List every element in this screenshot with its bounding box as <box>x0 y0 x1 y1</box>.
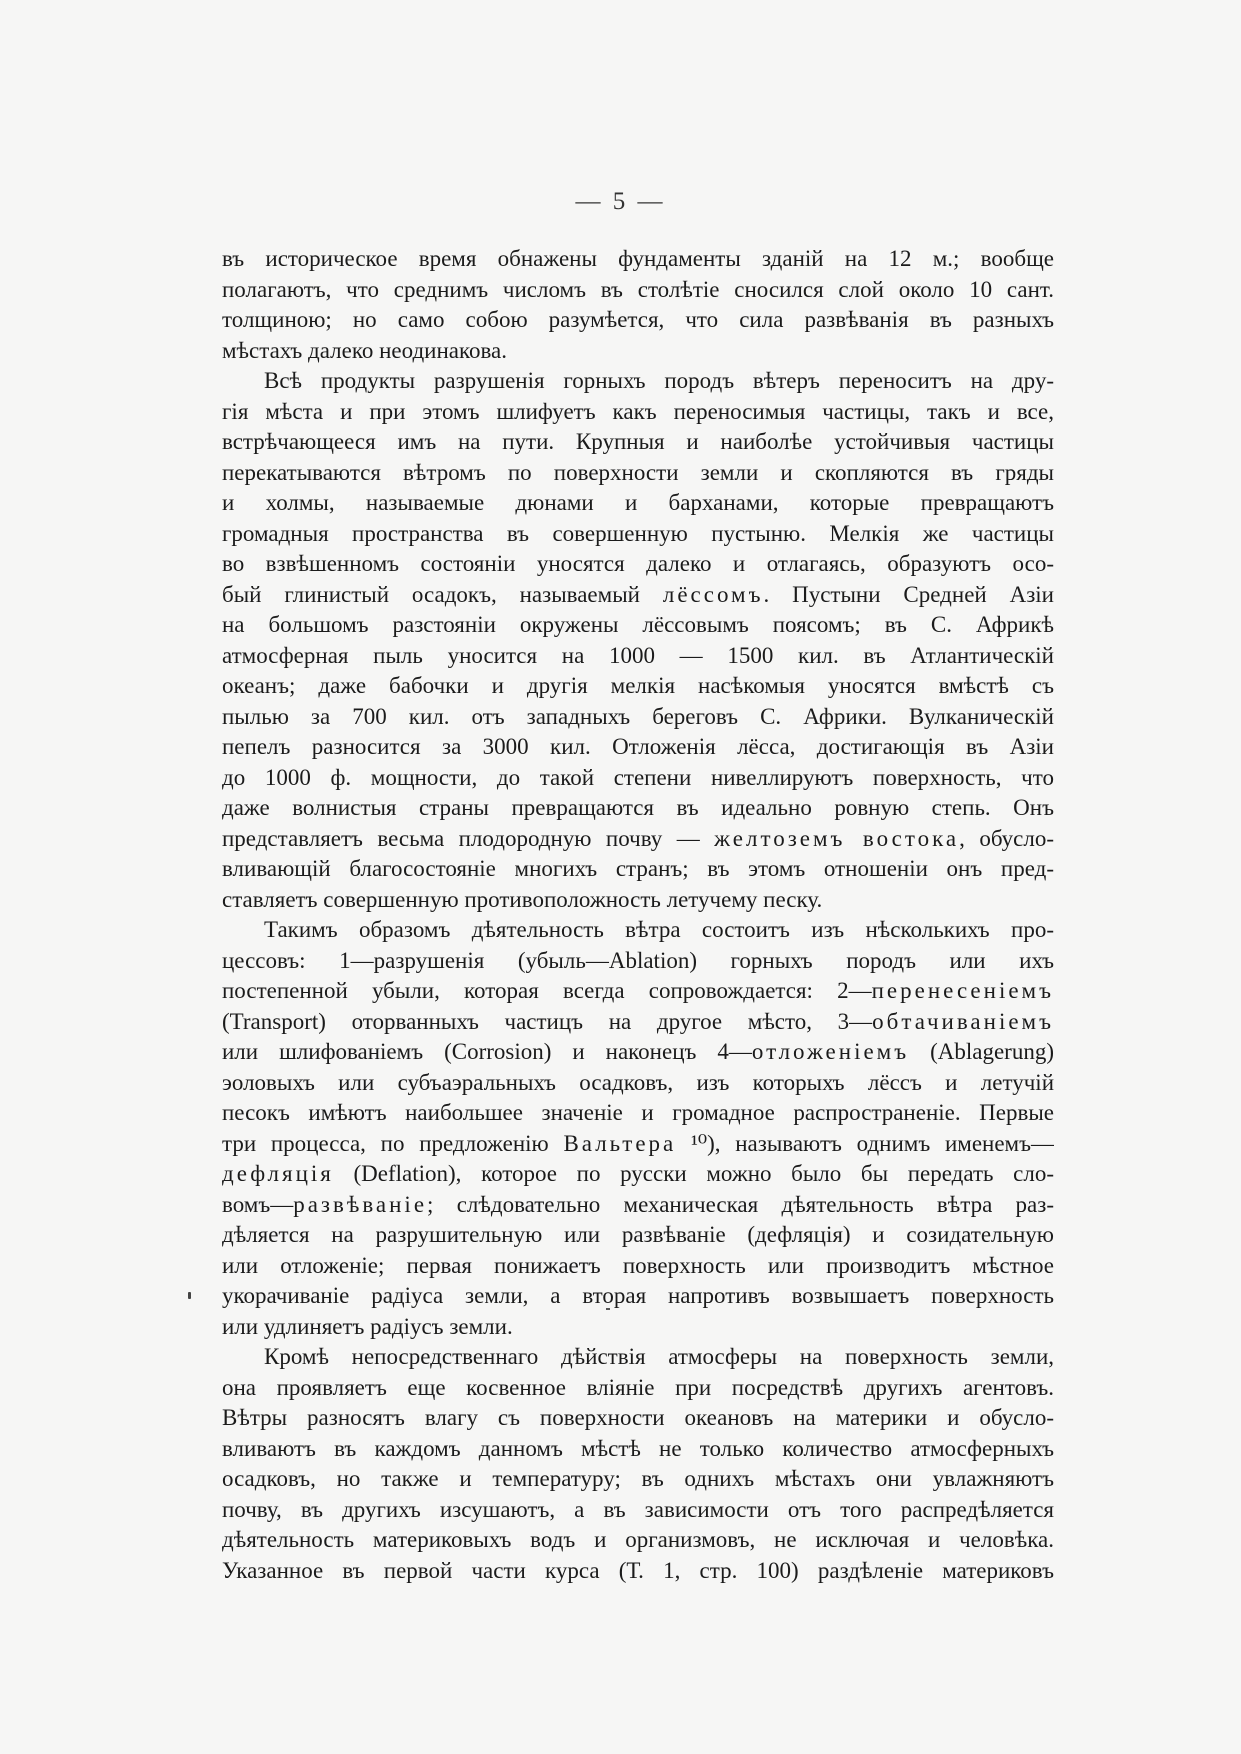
text-line: на большомъ разстояніи окружены лёссовымъ поясомъ; въ С. Африкѣ <box>222 612 1054 637</box>
text-line: и холмы, называемые дюнами и барханами, которые превращаютъ <box>222 490 1054 515</box>
text-line: Указанное въ первой части курса (Т. 1, стр. 100) раздѣленіе материковъ <box>222 1557 1054 1583</box>
text-line: въ историческое время обнажены фундаменты зданій на 12 м.; вообще <box>222 246 1054 271</box>
text-line: до 1000 ф. мощности, до такой степени нивеллируютъ поверхность, что <box>222 764 1054 790</box>
text-line: громадныя пространства въ совершенную пустыню. Мелкія же частицы <box>222 520 1054 546</box>
text-line: океанъ; даже бабочки и другія мелкія насѣкомыя уносятся вмѣстѣ съ <box>222 673 1054 698</box>
text-line: пепелъ разносится за 3000 кил. Отложенія лёсса, достигающія въ Азіи <box>222 734 1054 759</box>
text-line: гія мѣста и при этомъ шлифуетъ какъ переносимыя частицы, такъ и все, <box>222 398 1054 424</box>
text-line: ставляетъ совершенную противоположность летучему песку. <box>222 886 823 912</box>
text-line: цессовъ: 1—разрушенія (убыль—Ablation) горныхъ породъ или ихъ <box>222 947 1054 973</box>
text-line: укорачиваніе радіуса земли, а вторая напротивъ возвышаетъ поверхность <box>222 1283 1054 1308</box>
text-line: постепенной убыли, которая всегда сопровождается: 2—перенесеніемъ <box>222 978 1054 1003</box>
text-line: мѣстахъ далеко неодинакова. <box>222 337 508 363</box>
text-line: вливаютъ въ каждомъ данномъ мѣстѣ не только количество атмосферныхъ <box>222 1435 1054 1461</box>
text-line: или удлиняетъ радіусъ земли. <box>222 1313 513 1339</box>
text-line: встрѣчающееся имъ на пути. Крупныя и наиболѣе устойчивыя частицы <box>222 429 1054 454</box>
paragraph-start-line: Кромѣ непосредственнаго дѣйствія атмосферы на поверхность земли, <box>264 1344 1054 1369</box>
text-line: почву, въ другихъ изсушаютъ, а въ зависимости отъ того распредѣляется <box>222 1496 1054 1522</box>
text-line: пылью за 700 кил. отъ западныхъ береговъ С. Африки. Вулканическій <box>222 703 1054 729</box>
body-text <box>222 244 1054 1586</box>
text-line: атмосферная пыль уносится на 1000 — 1500 кил. въ Атлантическій <box>222 642 1054 668</box>
text-line: бый глинистый осадокъ, называемый лёссомъ. Пустыни Средней Азіи <box>222 581 1054 607</box>
text-line: вомъ—развѣваніе; слѣдовательно механическая дѣятельность вѣтра раз- <box>222 1191 1054 1217</box>
text-line: перекатываются вѣтромъ по поверхности земли и скопляются въ гряды <box>222 459 1054 485</box>
margin-speck <box>188 1292 191 1299</box>
text-line: полагаютъ, что среднимъ числомъ въ столѣтіе сносился слой около 10 сант. <box>222 276 1054 302</box>
text-line: Вѣтры разносятъ влагу съ поверхности океановъ на материки и обусло- <box>222 1405 1054 1430</box>
text-line: песокъ имѣютъ наибольшее значеніе и громадное распространеніе. Первые <box>222 1100 1054 1125</box>
paragraph-start-line: Всѣ продукты разрушенія горныхъ породъ вѣтеръ переноситъ на дру- <box>264 368 1054 393</box>
text-line: вливающій благосостояніе многихъ странъ; въ этомъ отношеніи онъ пред- <box>222 856 1054 881</box>
page-number: — 5 — <box>575 188 666 215</box>
text-line: или отложеніе; первая понижаетъ поверхность или производитъ мѣстное <box>222 1252 1054 1278</box>
text-line: (Transport) оторванныхъ частицъ на другое мѣсто, 3—обтачиваніемъ <box>222 1008 1054 1034</box>
text-line: эоловыхъ или субъаэральныхъ осадковъ, изъ которыхъ лёссъ и летучій <box>222 1069 1054 1095</box>
paragraph-start-line: Такимъ образомъ дѣятельность вѣтра состоитъ изъ нѣсколькихъ про- <box>264 917 1054 942</box>
text-line: дефляція (Deflation), которое по русски можно было бы передать сло- <box>222 1161 1054 1186</box>
text-line: толщиною; но само собою разумѣется, что сила развѣванія въ разныхъ <box>222 307 1054 332</box>
text-line: дѣляется на разрушительную или развѣваніе (дефляція) и созидательную <box>222 1222 1054 1247</box>
text-line: или шлифованіемъ (Corrosion) и наконецъ 4—отложеніемъ (Ablagerung) <box>222 1039 1054 1064</box>
margin-speck <box>606 1308 610 1310</box>
text-line: дѣятельность материковыхъ водъ и организмовъ, не исключая и человѣка. <box>222 1527 1054 1552</box>
text-line: осадковъ, но также и температуру; въ однихъ мѣстахъ они увлажняютъ <box>222 1466 1054 1491</box>
text-line: представляетъ весьма плодородную почву — желтоземъ востока, обусло- <box>222 825 1054 851</box>
text-line: даже волнистыя страны превращаются въ идеально ровную степь. Онъ <box>222 795 1054 820</box>
text-line: три процесса, по предложенію Вальтера ¹⁰), называютъ однимъ именемъ— <box>222 1130 1054 1156</box>
text-line: она проявляетъ еще косвенное вліяніе при посредствѣ другихъ агентовъ. <box>222 1374 1054 1400</box>
text-line: во взвѣшенномъ состояніи уносятся далеко и отлагаясь, образуютъ осо- <box>222 551 1054 576</box>
